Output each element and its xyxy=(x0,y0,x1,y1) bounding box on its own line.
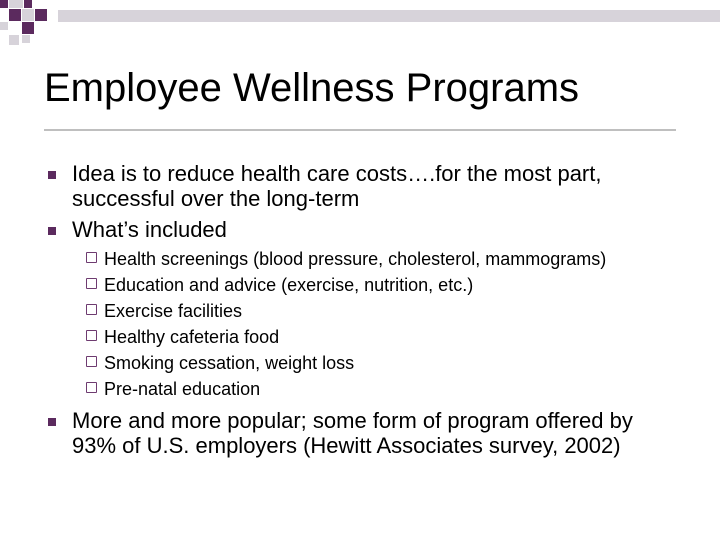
hollow-square-bullet-icon xyxy=(86,382,97,398)
square-bullet-icon xyxy=(48,171,56,179)
sub-bullet-text: Smoking cessation, weight loss xyxy=(104,353,355,373)
sub-bullet-text: Education and advice (exercise, nutrition, etc.) xyxy=(104,275,474,295)
square-bullet-icon xyxy=(48,227,56,235)
sub-bullet-text: Healthy cafeteria food xyxy=(104,327,280,347)
bullet-text: What’s included xyxy=(72,217,227,242)
hollow-square-bullet-icon xyxy=(86,356,97,372)
sub-bullet-text: Pre-natal education xyxy=(104,379,261,399)
bullet-text: More and more popular; some form of program offered by 93% of U.S. employers (Hewitt Associates survey, 2002) xyxy=(72,408,633,458)
hollow-square-bullet-icon xyxy=(86,330,97,346)
hollow-square-bullet-icon xyxy=(86,304,97,320)
bullet-text: Idea is to reduce health care costs….for the most part, successful over the long-term xyxy=(72,161,602,211)
square-bullet-icon xyxy=(48,418,56,426)
sub-bullet-text: Health screenings (blood pressure, cholesterol, mammograms) xyxy=(104,249,607,269)
sub-bullet-text: Exercise facilities xyxy=(104,301,243,321)
hollow-square-bullet-icon xyxy=(86,278,97,294)
slide-title: Employee Wellness Programs xyxy=(44,66,580,110)
hollow-square-bullet-icon xyxy=(86,252,97,268)
